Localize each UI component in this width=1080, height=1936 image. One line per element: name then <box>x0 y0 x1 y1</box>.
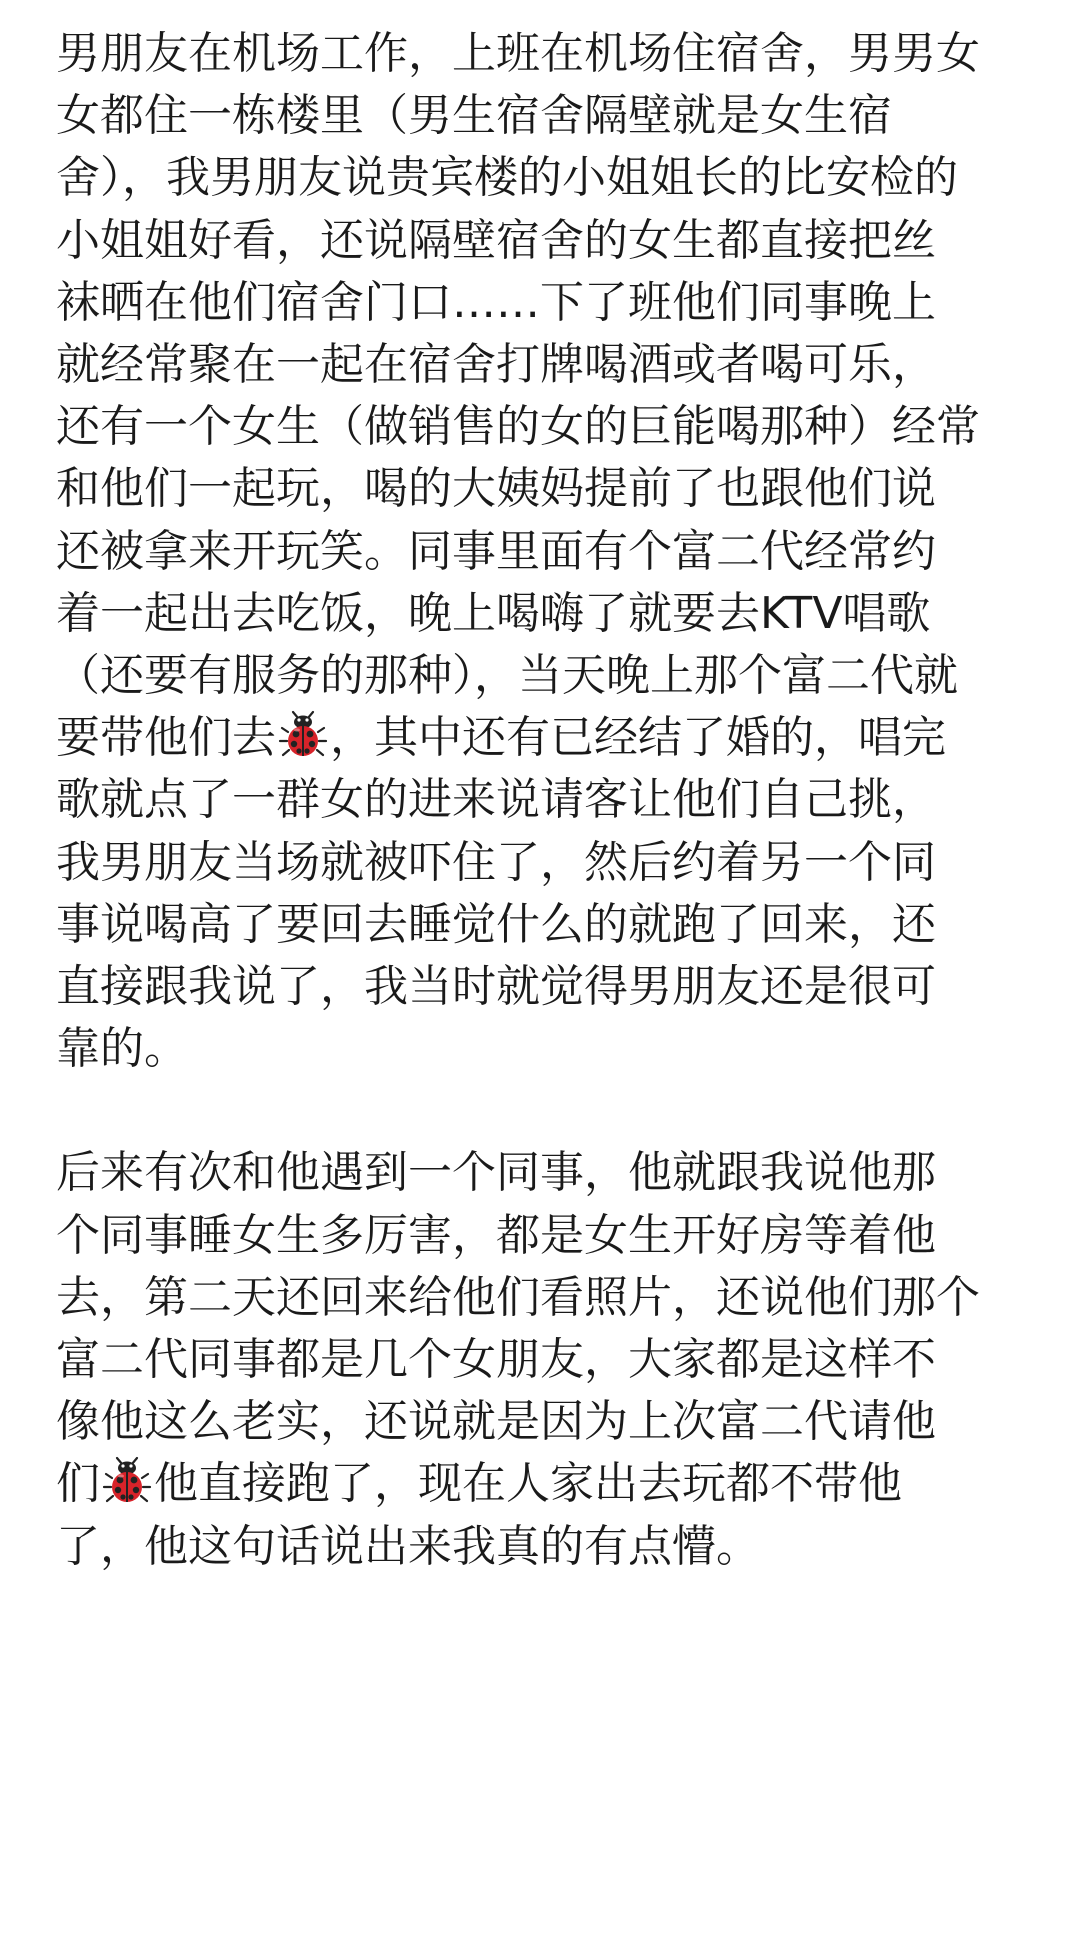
text-segment: 要带他们去 <box>56 712 276 764</box>
text-segment: （还要有服务的那种），当天晚上那个富二代就 <box>56 650 958 701</box>
text-segment: 着一起出去吃饭，晚上喝嗨了就要去KTV唱歌 <box>56 587 931 639</box>
text-segment: 他直接跑了，现在人家出去玩都不带他 <box>154 1458 902 1510</box>
text-segment: 男朋友在机场工作，上班在机场住宿舍，男男女 <box>56 28 980 79</box>
text-segment: 还被拿来开玩笑。同事里面有个富二代经常约 <box>56 525 936 577</box>
text-segment: ，其中还有已经结了婚的，唱完 <box>330 712 946 764</box>
text-segment: 富二代同事都是几个女朋友，大家都是这样不 <box>56 1334 936 1385</box>
text-segment: 事说喝高了要回去睡觉什么的就跑了回来，还 <box>56 898 936 950</box>
text-segment: 歌就点了一群女的进来说请客让他们自己挑， <box>56 774 936 826</box>
text-segment: 直接跟我说了，我当时就觉得男朋友还是很可 <box>56 961 936 1012</box>
text-line <box>56 949 936 1025</box>
text-segment: 小姐姐好看，还说隔壁宿舍的女生都直接把丝 <box>56 214 936 266</box>
text-segment: 我男朋友当场就被吓住了，然后约着另一个同 <box>56 836 936 888</box>
text-segment: 个同事睡女生多厉害，都是女生开好房等着他 <box>56 1209 936 1261</box>
text-segment: 就经常聚在一起在宿舍打牌喝酒或者喝可乐， <box>56 339 936 390</box>
text-segment: 和他们一起玩，喝的大姨妈提前了也跟他们说 <box>56 463 936 515</box>
ladybug-icon <box>102 1456 152 1506</box>
text-segment: 们 <box>56 1458 100 1510</box>
text-segment: 像他这么老实，还说就是因为上次富二代请他 <box>56 1396 936 1448</box>
text-segment: 舍），我男朋友说贵宾楼的小姐姐长的比安检的 <box>56 152 958 204</box>
text-segment: 了，他这句话说出来我真的有点懵。 <box>56 1520 760 1572</box>
text-line <box>56 1011 188 1087</box>
text-segment: 后来有次和他遇到一个同事，他就跟我说他那 <box>56 1147 936 1199</box>
text-segment: 袜晒在他们宿舍门口……下了班他们同事晚上 <box>56 276 936 328</box>
ladybug-icon <box>278 710 328 760</box>
text-segment: 还有一个女生（做销售的女的巨能喝那种）经常 <box>56 401 980 453</box>
text-segment: 靠的。 <box>56 1023 188 1075</box>
text-segment: 去，第二天还回来给他们看照片，还说他们那个 <box>56 1271 980 1323</box>
text-segment: 女都住一栋楼里（男生宿舍隔壁就是女生宿 <box>56 90 892 142</box>
text-line <box>56 1509 760 1585</box>
